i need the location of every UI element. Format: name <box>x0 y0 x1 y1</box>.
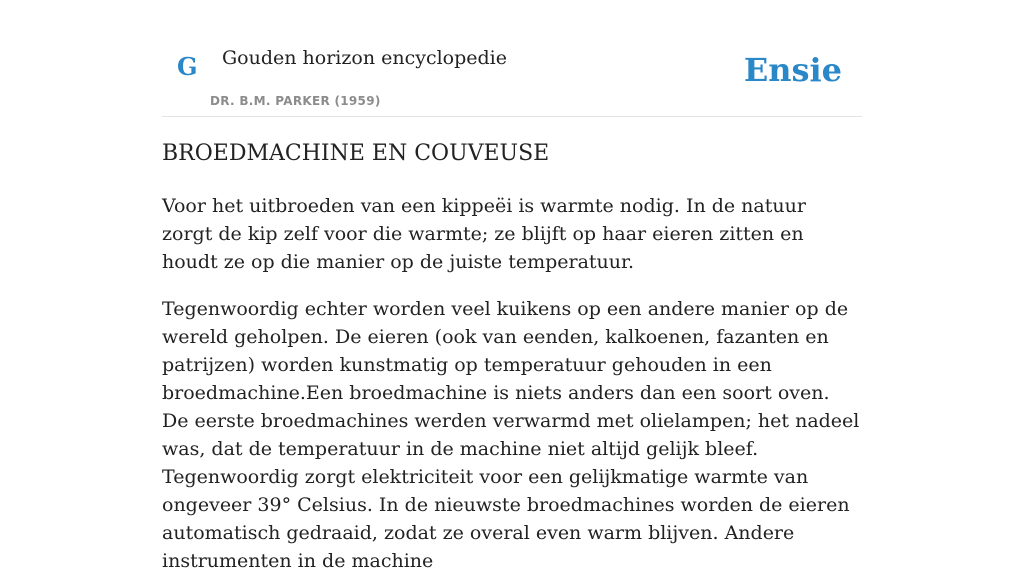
source-author: DR. B.M. PARKER (1959) <box>210 94 381 108</box>
article-paragraph: Tegenwoordig echter worden veel kuikens op een andere manier op de wereld geholpen. De eieren (ook van eenden, kalkoenen, fazanten en patrijzen) worden kunstmatig op temperatuur gehouden in een broedmachine.Een broedmachine is niets anders dan een soort oven. De eerste broedmachines werden verwarmd met olielampen; het nadeel was, dat de temperatuur in de machine niet altijd gelijk bleef. Tegenwoordig zorgt elektriciteit voor een gelijkmatige warmte van ongeveer 39° Celsius. In de nieuwste broedmachines worden de eieren automatisch gedraaid, zodat ze overal even warm blijven. Andere instrumenten in de machine <box>162 298 860 572</box>
source-title[interactable]: Gouden horizon encyclopedie <box>222 47 507 69</box>
article <box>162 138 862 575</box>
source-header <box>162 0 862 117</box>
article-paragraph: Voor het uitbroeden van een kippeëi is warmte nodig. In de natuur zorgt de kip zelf voor die warmte; ze blijft op haar eieren zitten en houdt ze op die manier op de juiste temperatuur. <box>162 195 806 273</box>
source-logo[interactable]: G <box>177 52 198 81</box>
article-title: BROEDMACHINE EN COUVEUSE <box>162 141 550 166</box>
brand-logo[interactable]: Ensie <box>743 51 842 89</box>
